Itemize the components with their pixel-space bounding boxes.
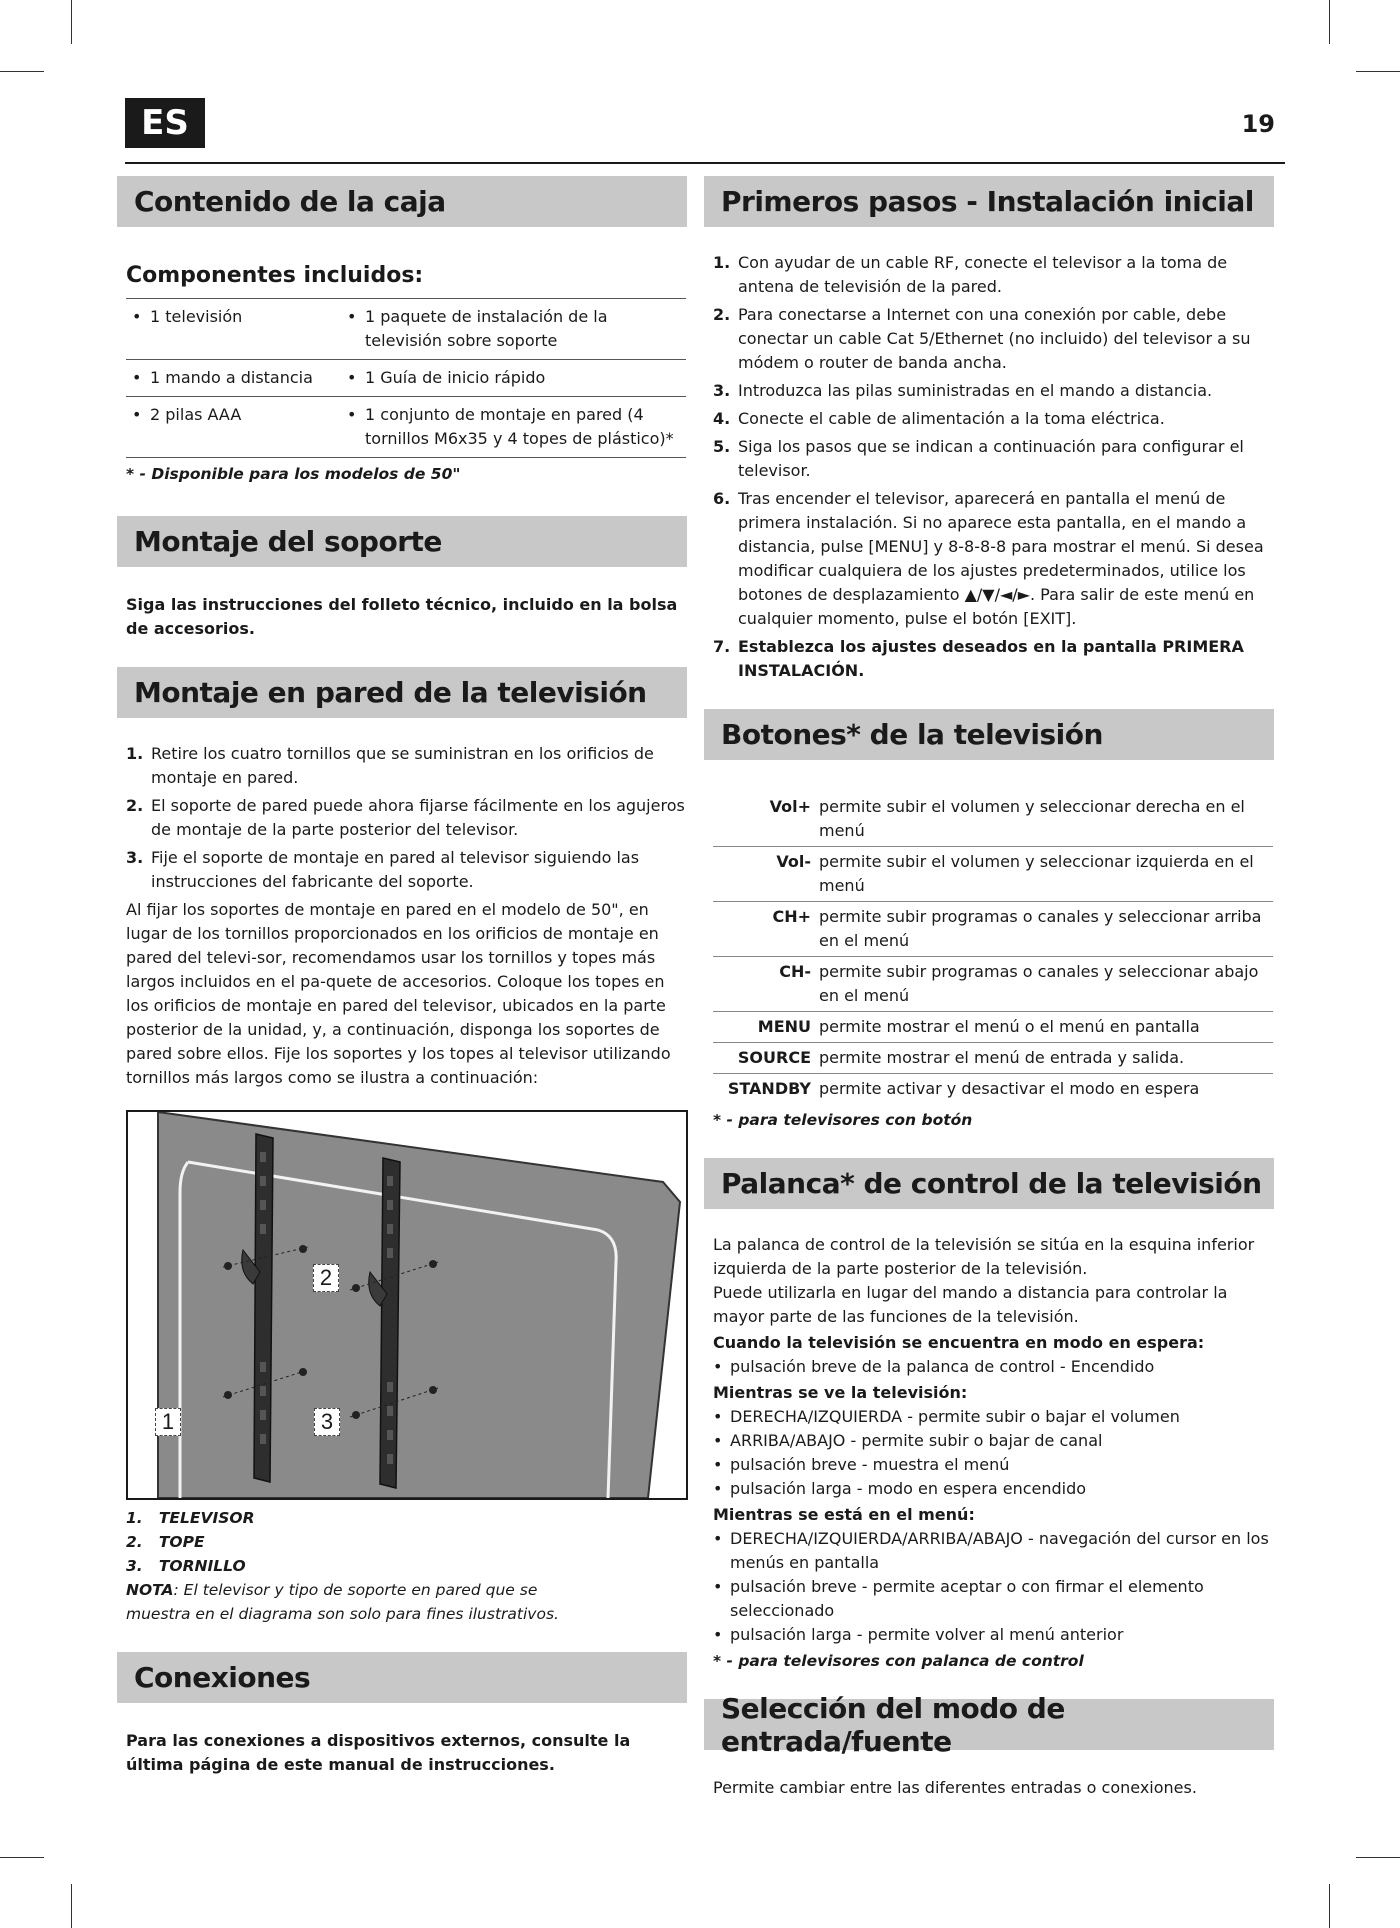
bullet: • <box>126 299 150 360</box>
list-item <box>704 407 1274 431</box>
button-key: STANDBY <box>727 1079 811 1098</box>
button-key: CH- <box>713 957 819 1012</box>
right-column <box>704 176 1274 1800</box>
joystick-intro-2: Puede utilizarla en lugar del mando a distancia para controlar la mayor parte de las funciones de la televisión. <box>713 1283 1228 1326</box>
bullet: • <box>341 397 365 458</box>
list-item: • DERECHA/IZQUIERDA - permite subir o bajar el volumen <box>704 1405 1274 1429</box>
table-cell: 2 pilas AAA <box>150 397 341 458</box>
joystick-heading-watching: Mientras se ve la televisión: <box>713 1383 968 1402</box>
section-title-connections: Conexiones <box>117 1652 687 1703</box>
button-desc: permite activar y desactivar el modo en espera <box>819 1079 1200 1098</box>
joystick-menu-list <box>704 1527 1274 1647</box>
table-cell: 1 mando a distancia <box>150 360 341 397</box>
note-text: : El televisor y tipo de soporte en pared que se muestra en el diagrama son solo para fines ilustrativos. <box>126 1581 559 1623</box>
callout-label: 3 <box>314 1408 340 1436</box>
legend-item: 2. TOPE <box>126 1533 205 1551</box>
step-text: Retire los cuatro tornillos que se suministran en los orificios de montaje en pared. <box>151 744 654 787</box>
table-cell: 1 paquete de instalación de la televisión sobre soporte <box>365 299 686 360</box>
list-item: • pulsación larga - permite volver al menú anterior <box>704 1623 1274 1647</box>
crop-mark <box>0 1857 44 1858</box>
button-desc: permite subir programas o canales y seleccionar arriba en el menú <box>819 902 1273 957</box>
availability-note: * - Disponible para los modelos de 50" <box>126 465 461 483</box>
button-desc: permite mostrar el menú o el menú en pantalla <box>819 1012 1273 1043</box>
components-table <box>126 298 686 458</box>
crop-mark <box>0 71 44 72</box>
list-item: • pulsación breve - muestra el menú <box>704 1453 1274 1477</box>
joystick-heading-standby: Cuando la televisión se encuentra en modo en espera: <box>713 1333 1205 1352</box>
step-text: Siga los pasos que se indican a continuación para configurar el televisor. <box>738 437 1244 480</box>
table-row <box>713 1012 1273 1043</box>
bullet: • <box>341 299 365 360</box>
table-row <box>713 847 1273 902</box>
crop-mark <box>1329 0 1330 44</box>
bullet: • <box>126 360 150 397</box>
joystick-watching-list <box>704 1405 1274 1501</box>
table-cell: 1 Guía de inicio rápido <box>365 360 686 397</box>
list-item <box>704 487 1274 631</box>
list-item <box>117 794 687 842</box>
list-item: • pulsación larga - modo en espera encendido <box>704 1477 1274 1501</box>
joystick-standby-list <box>704 1355 1274 1379</box>
joystick-heading-menu: Mientras se está en el menú: <box>713 1505 975 1524</box>
step-number: 6. <box>713 489 731 508</box>
legend-item: 3. TORNILLO <box>126 1557 246 1575</box>
section-title-source: Selección del modo de entrada/fuente <box>704 1699 1274 1750</box>
list-item <box>704 435 1274 483</box>
step-number: 2. <box>713 305 731 324</box>
section-title-setup: Primeros pasos - Instalación inicial <box>704 176 1274 227</box>
table-row <box>713 1074 1273 1105</box>
step-text: Establezca los ajustes deseados en la pantalla PRIMERA INSTALACIÓN. <box>738 637 1244 680</box>
callout-label: 2 <box>313 1264 339 1292</box>
tv-back-illustration <box>128 1112 686 1498</box>
buttons-note: * - para televisores con botón <box>713 1111 973 1129</box>
table-row <box>713 1043 1273 1074</box>
step-number: 3. <box>126 848 144 867</box>
button-key: SOURCE <box>713 1043 819 1074</box>
step-number: 3. <box>713 381 731 400</box>
step-number: 1. <box>713 253 731 272</box>
list-item <box>704 303 1274 375</box>
button-desc: permite subir el volumen y seleccionar derecha en el menú <box>819 792 1273 847</box>
wall-mount-steps <box>117 742 687 894</box>
table-cell: 1 televisión <box>150 299 341 360</box>
table-cell: 1 conjunto de montaje en pared (4 tornillos M6x35 y 4 topes de plástico)* <box>365 397 686 458</box>
table-row <box>713 957 1273 1012</box>
button-desc: permite subir programas o canales y seleccionar abajo en el menú <box>819 957 1273 1012</box>
header-rule <box>125 162 1285 164</box>
list-item <box>704 251 1274 299</box>
table-row <box>713 792 1273 847</box>
section-title-stand: Montaje del soporte <box>117 516 687 567</box>
list-item <box>704 635 1274 683</box>
setup-steps <box>704 251 1274 683</box>
language-tag: ES <box>125 98 205 148</box>
connections-text: Para las conexiones a dispositivos externos, consulte la última página de este manual de instrucciones. <box>126 1731 631 1774</box>
crop-mark <box>71 0 72 44</box>
step-number: 1. <box>126 744 144 763</box>
step-text: Fije el soporte de montaje en pared al televisor siguiendo las instrucciones del fabricante del soporte. <box>151 848 640 891</box>
page-number: 19 <box>1241 110 1275 138</box>
step-text: Conecte el cable de alimentación a la toma eléctrica. <box>738 409 1165 428</box>
list-item <box>117 742 687 790</box>
section-title-box-contents: Contenido de la caja <box>117 176 687 227</box>
crop-mark <box>1356 71 1400 72</box>
crop-mark <box>1356 1857 1400 1858</box>
button-desc: permite mostrar el menú de entrada y salida. <box>819 1043 1273 1074</box>
legend-item: 1. TELEVISOR <box>126 1509 255 1527</box>
list-item: • DERECHA/IZQUIERDA/ARRIBA/ABAJO - navegación del cursor en los menús en pantalla <box>704 1527 1274 1575</box>
section-title-wall-mount: Montaje en pared de la televisión <box>117 667 687 718</box>
note-label: NOTA <box>126 1581 174 1599</box>
section-title-joystick: Palanca* de control de la televisión <box>704 1158 1274 1209</box>
step-text: Introduzca las pilas suministradas en el mando a distancia. <box>738 381 1213 400</box>
step-number: 7. <box>713 637 731 656</box>
step-text: Tras encender el televisor, aparecerá en pantalla el menú de primera instalación. Si no aparece esta pantalla, en el mando a distancia, pulse [MENU] y 8-8-8-8 para mostrar el menú. Si desea modificar cualquiera de los ajustes predeterminados, utilice los botones de desplazamiento ▲/▼/◄/►. Para salir de este menú en cualquier momento, pulse el botón [EXIT]. <box>738 489 1264 628</box>
source-text: Permite cambiar entre las diferentes entradas o conexiones. <box>713 1778 1197 1797</box>
section-title-buttons: Botones* de la televisión <box>704 709 1274 760</box>
table-row <box>126 360 686 397</box>
step-number: 2. <box>126 796 144 815</box>
left-column <box>117 176 687 1777</box>
list-item: • pulsación breve de la palanca de control - Encendido <box>704 1355 1274 1379</box>
step-number: 5. <box>713 437 731 456</box>
bullet: • <box>341 360 365 397</box>
list-item <box>704 379 1274 403</box>
button-desc: permite subir el volumen y seleccionar izquierda en el menú <box>819 847 1273 902</box>
step-number: 4. <box>713 409 731 428</box>
wall-mount-diagram <box>126 1110 688 1500</box>
stand-instructions: Siga las instrucciones del folleto técnico, incluido en la bolsa de accesorios. <box>126 595 678 638</box>
button-key: CH+ <box>713 902 819 957</box>
step-text: Para conectarse a Internet con una conexión por cable, debe conectar un cable Cat 5/Ethernet (no incluido) del televisor a su módem o router de banda ancha. <box>738 305 1251 372</box>
buttons-table <box>713 792 1273 1104</box>
table-row <box>713 902 1273 957</box>
components-subtitle: Componentes incluidos: <box>126 263 424 288</box>
joystick-note: * - para televisores con palanca de control <box>713 1652 1084 1670</box>
bullet: • <box>126 397 150 458</box>
crop-mark <box>71 1884 72 1928</box>
callout-label: 1 <box>155 1408 181 1436</box>
button-key: Vol- <box>713 847 819 902</box>
button-key: MENU <box>713 1012 819 1043</box>
list-item: • ARRIBA/ABAJO - permite subir o bajar de canal <box>704 1429 1274 1453</box>
table-row <box>126 397 686 458</box>
step-text: El soporte de pared puede ahora fijarse fácilmente en los agujeros de montaje de la parte posterior del televisor. <box>151 796 685 839</box>
joystick-intro: La palanca de control de la televisión se sitúa en la esquina inferior izquierda de la parte posterior de la televisión. <box>713 1235 1255 1278</box>
diagram-note <box>117 1578 567 1626</box>
button-key: Vol+ <box>713 792 819 847</box>
table-row <box>126 299 686 360</box>
crop-mark <box>1329 1884 1330 1928</box>
wall-mount-paragraph: Al fijar los soportes de montaje en pared en el modelo de 50", en lugar de los tornillos proporcionados en los orificios de montaje en pared del televi-sor, recomendamos usar los tornillos y topes más largos incluidos en el pa-quete de accesorios. Coloque los topes en los orificios de montaje en pared del televisor, ubicados en la parte posterior de la unidad, y, a continuación, disponga los soportes de pared sobre ellos. Fije los soportes y los topes al televisor utilizando tornillos más largos como se ilustra a continuación: <box>126 900 671 1087</box>
list-item <box>117 846 687 894</box>
step-text: Con ayudar de un cable RF, conecte el televisor a la toma de antena de televisión de la pared. <box>738 253 1228 296</box>
list-item: • pulsación breve - permite aceptar o con firmar el elemento seleccionado <box>704 1575 1274 1623</box>
